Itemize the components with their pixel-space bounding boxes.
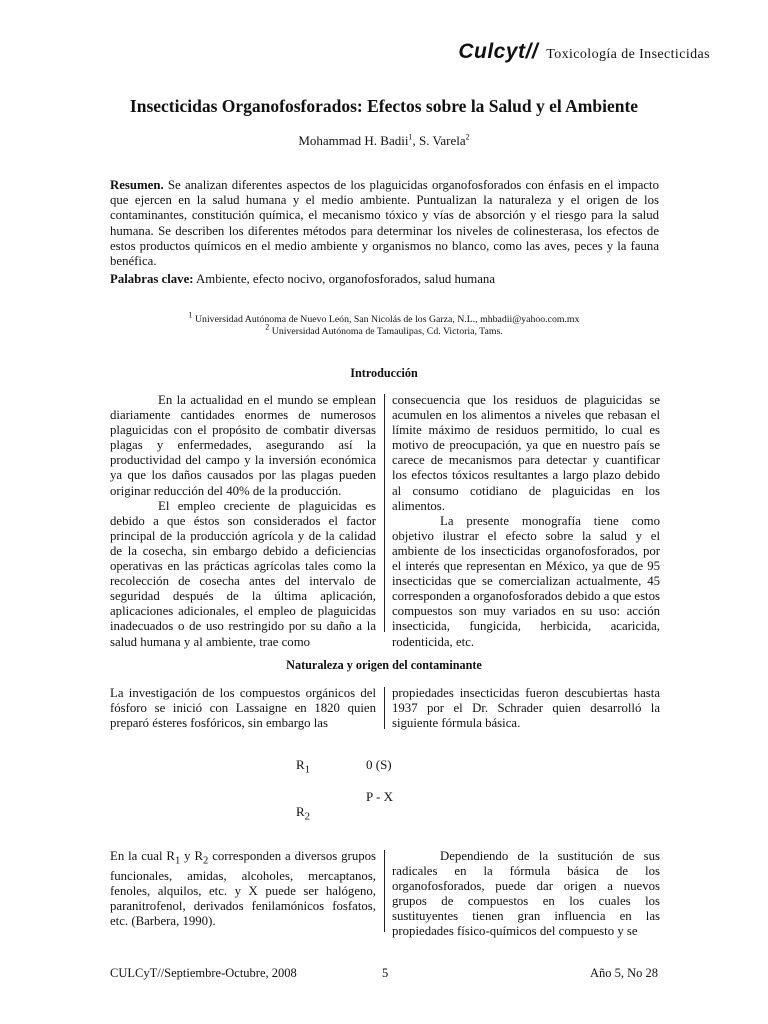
nature-paragraph-right: propiedades insecticidas fueron descubiertas hasta 1937 por el Dr. Schrader quien desarrolló la siguiente fórmula básica. bbox=[392, 686, 660, 731]
after-paragraph-left bbox=[110, 849, 376, 929]
intro-heading: Introducción bbox=[350, 366, 418, 380]
affiliation-2-text: Universidad Autónoma de Tamaulipas, Cd. Victoria, Tams. bbox=[271, 326, 503, 337]
nature-paragraph-left: La investigación de los compuestos orgánicos del fósforo se inició con Lassaigne en 1820 quien preparó ésteres fosfóricos, sin embargo las bbox=[110, 686, 376, 731]
abstract-label: Resumen. bbox=[110, 178, 164, 192]
nature-right-column bbox=[392, 686, 660, 731]
after-left-sub-1: 1 bbox=[174, 855, 181, 867]
intro-paragraph-1: En la actualidad en el mundo se emplean diariamente cantidades enormes de numerosos plaguicidas con el propósito de combatir diversas plagas y enfermedades, asegurando así la productividad del campo y la inversión económica ya que los daños causados por las plagas pueden originar reducción del 40% de la producción. bbox=[110, 393, 376, 498]
after-left-column bbox=[110, 849, 376, 929]
intro-left-column bbox=[110, 393, 376, 650]
column-divider bbox=[384, 850, 385, 932]
section-name: Toxicología de Insecticidas bbox=[546, 47, 710, 62]
formula-r1-base: R bbox=[296, 757, 305, 772]
affiliation-1 bbox=[0, 310, 768, 325]
formula-r1 bbox=[296, 757, 310, 776]
affiliation-1-text: Universidad Autónoma de Nuevo León, San Nicolás de los Garza, N.L., mhbadii@yahoo.com.mx bbox=[194, 314, 580, 325]
keywords bbox=[110, 272, 659, 287]
author-1-sup: 1 bbox=[408, 132, 413, 142]
author-separator: , bbox=[412, 133, 419, 148]
affiliation-1-sup: 1 bbox=[188, 310, 193, 320]
column-divider bbox=[384, 394, 385, 632]
running-header bbox=[458, 40, 710, 64]
abstract bbox=[110, 178, 659, 269]
affiliation-2-sup: 2 bbox=[265, 322, 270, 332]
affiliation-2 bbox=[0, 322, 768, 337]
formula-r2 bbox=[296, 804, 310, 823]
nature-left-column bbox=[110, 686, 376, 731]
author-2: S. Varela bbox=[418, 133, 466, 148]
author-1: Mohammad H. Badii bbox=[298, 133, 409, 148]
page-number: 5 bbox=[382, 966, 389, 980]
formula-r2-base: R bbox=[296, 804, 305, 819]
column-divider bbox=[384, 687, 385, 729]
after-left-text-1: En la cual R bbox=[110, 849, 175, 863]
formula-r2-sub: 2 bbox=[304, 810, 311, 823]
nature-heading: Naturaleza y origen del contaminante bbox=[286, 658, 482, 672]
intro-right-column bbox=[392, 393, 660, 650]
formula-phosphorus: P - X bbox=[366, 789, 393, 804]
intro-paragraph-3: consecuencia que los residuos de plaguicidas se acumulen en los alimentos a niveles que rebasan el límite máximo de residuos permitido, lo cual es motivo de preocupación, ya que en nuestro país se carece de mecanismos para detectar y cuantificar los efectos tóxicos resultantes a largo plazo debido al consumo cotidiano de plaguicidas en los alimentos. bbox=[392, 393, 660, 513]
footer-volume: Año 5, No 28 bbox=[589, 966, 658, 980]
abstract-text: Se analizan diferentes aspectos de los plaguicidas organofosforados con énfasis en el impacto que ejercen en la salud humana y el medio ambiente. Puntualizan la naturaleza y el origen de los contaminantes, constitución química, el mecanismo tóxico y vías de absorción y el riesgo para la salud humana. Se describen los diferentes métodos para determinar los niveles de colinesterasa, los efectos de estos productos químicos en el medio ambiente y organismos no blanco, como las aves, peces y la fauna benéfica. bbox=[110, 178, 660, 269]
footer-journal-date: CULCyT//Septiembre-Octubre, 2008 bbox=[110, 966, 297, 980]
after-left-text-3: corresponden a diversos grupos funcionales, amidas, alcoholes, mercaptanos, fenoles, alquilos, etc. y X puede ser halógeno, paranitrofenol, derivados fenilamónicos fosfatos, etc. (Barbera, 1990). bbox=[110, 849, 376, 928]
intro-paragraph-4: La presente monografía tiene como objetivo ilustrar el efecto sobre la salud y el ambiente de los insecticidas organofosforados, por el interés que representan en México, ya que de 95 insecticidas que se comercializan actualmente, 45 corresponden a organofosforados debido a que estos compuestos son muy variados en su uso: acción insecticida, fungicida, herbicida, acaricida, rodenticida, etc. bbox=[392, 513, 660, 649]
after-paragraph-right: Dependiendo de la sustitución de sus radicales en la fórmula básica de los organofosforados, puede dar origen a nuevos grupos de compuestos en los cuales los sustituyentes tienen gran influencia en las propiedades físico-químicos del compuesto y se bbox=[392, 849, 660, 939]
keywords-text: Ambiente, efecto nocivo, organofosforados, salud humana bbox=[196, 272, 496, 286]
after-left-text-2: y R bbox=[180, 849, 204, 863]
author-2-sup: 2 bbox=[465, 132, 470, 142]
journal-name: Culcyt// bbox=[458, 40, 539, 63]
formula-oxygen: 0 (S) bbox=[366, 757, 392, 772]
formula-r1-sub: 1 bbox=[304, 763, 311, 776]
after-left-sub-2: 2 bbox=[203, 855, 209, 867]
after-right-column bbox=[392, 849, 660, 940]
paper-title: Insecticidas Organofosforados: Efectos sobre la Salud y el Ambiente bbox=[129, 96, 639, 116]
intro-paragraph-2: El empleo creciente de plaguicidas es debido a que éstos son considerados el factor principal de la producción agrícola y de la calidad de la cosecha, sin embargo debido a deficiencias operativas en las prácticas agrícolas tales como la recolección de cosecha antes del intervalo de seguridad después de la última aplicación, aplicaciones adicionales, el empleo de plaguicidas inadecuados o de uso restringido por su daño a la salud humana y al ambiente, trae como bbox=[110, 498, 376, 649]
keywords-label: Palabras clave: bbox=[110, 272, 194, 286]
author-line bbox=[0, 133, 768, 149]
